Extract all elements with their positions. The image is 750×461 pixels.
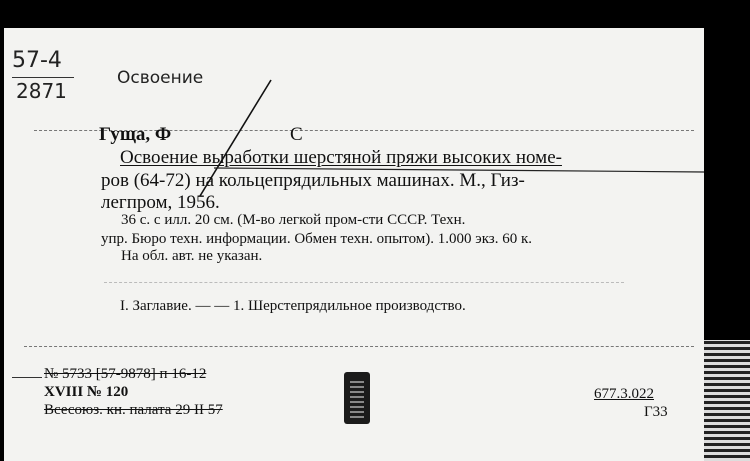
pen-underline	[214, 168, 704, 172]
description-line-1: 36 с. с илл. 20 см. (М-во легкой пром-сти СССР. Техн.	[121, 212, 466, 228]
pen-slash-line	[200, 80, 271, 196]
udc-class-number: 677.3.022	[594, 386, 654, 402]
title-line-3: легпром, 1956.	[101, 192, 220, 213]
scan-edge-strip	[704, 340, 750, 461]
handwritten-shelfmark-bottom: 2871	[16, 79, 67, 103]
pen-slash-mark	[4, 28, 704, 461]
description-line-2: упр. Бюро техн. информации. Обмен техн. опытом). 1.000 экз. 60 к.	[101, 231, 533, 247]
classification-mark: С	[290, 124, 303, 145]
tracing-line: I. Заглавие. — — 1. Шерстепрядильное производство.	[120, 298, 466, 314]
catalog-card	[4, 28, 704, 461]
footer-section-line: XVIII № 120	[44, 384, 129, 400]
footer-registration-line: № 5733 [57-9878] п 16-12	[44, 366, 207, 382]
handwritten-shelfmark-top: 57-4	[12, 48, 62, 73]
class-code: Г33	[644, 404, 668, 420]
title-line-1: Освоение выработки шерстяной пряжи высоких номе-	[120, 147, 562, 168]
title-line-2: ров (64-72) на кольцепрядильных машинах. М., Гиз-	[101, 170, 525, 191]
handwritten-note: Освоение	[117, 68, 204, 88]
author-heading: Гуща, Ф	[99, 124, 172, 145]
description-line-3: На обл. авт. не указан.	[121, 248, 263, 264]
footer-chamber-line: Всесоюз. кн. палата 29 II 57	[44, 402, 223, 418]
